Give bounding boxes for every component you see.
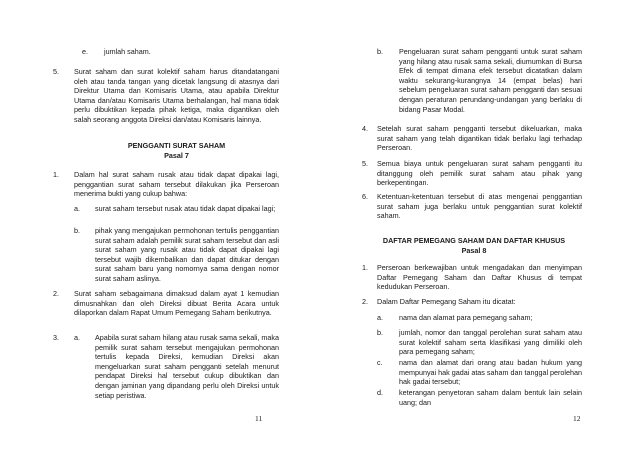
item-5-marker: 5. <box>53 67 59 76</box>
item-2-marker: 2. <box>362 297 368 306</box>
item-1b-text: pihak yang mengajukan permohonan tertulis penggantian surat saham adalah pemilik surat saham tersebut dan asli surat saham yang rusak atau tidak dapat dipakai lagi tersebut wajib dikembalikan dan dapat ditukar dengan surat saham baru yang nomornya sama dengan nomor surat saham aslinya. <box>95 226 279 283</box>
item-2d-text: keterangan penyetoran saham dalam bentuk lain selain uang; dan <box>399 388 582 407</box>
item-6-text: Ketentuan-ketentuan tersebut di atas mengenai penggantian surat saham juga berlaku untuk penggantian surat kolektif saham. <box>377 192 582 221</box>
item-1-text: Dalam hal surat saham rusak atau tidak dapat dipakai lagi, penggantian surat saham tersebut dilakukan jika Perseroan menerima bukti yang cukup bahwa: <box>74 170 279 199</box>
item-4-marker: 4. <box>362 124 368 133</box>
item-1a-marker: a. <box>74 204 80 213</box>
item-4-text: Setelah surat saham pengganti tersebut dikeluarkan, maka surat saham yang telah digantikan tidak berlaku lagi terhadap Perseroan. <box>377 124 582 153</box>
item-1-marker: 1. <box>53 170 59 179</box>
item-b-text: Pengeluaran surat saham pengganti untuk surat saham yang hilang atau rusak sama sekali, diumumkan di Bursa Efek di tempat dimana efek tersebut dicatatkan dalam waktu sekurang-kurangnya 14 (empat belas) hari sebelum pengeluaran surat saham pengganti dan sesuai dengan peraturan perundang-undangan yang berlaku di bidang Pasar Modal. <box>399 47 582 114</box>
item-2-marker: 2. <box>53 289 59 298</box>
item-2a-marker: a. <box>377 313 383 322</box>
section-heading-article: Pasal 7 <box>164 151 189 160</box>
item-1-marker: 1. <box>362 263 368 272</box>
page-number: 11 <box>255 414 263 423</box>
section-heading-title: DAFTAR PEMEGANG SAHAM DAN DAFTAR KHUSUS <box>382 236 566 245</box>
item-5-text: Surat saham dan surat kolektif saham harus ditandatangani oleh atau tanda tangan yang dicetak langsung di atasnya dari Direktur Utama dan Komisaris Utama, atau apabila Direktur Utama dan/atau Komisaris Utama berhalangan, hal mana tidak perlu dibuktikan kepada pihak ketiga, maka digantikan oleh salah seorang anggota Direksi dan/atau Komisaris lainnya. <box>74 67 279 124</box>
right-page <box>319 0 638 451</box>
item-2d-marker: d. <box>377 388 383 397</box>
item-1b-marker: b. <box>74 226 80 235</box>
item-2b-marker: b. <box>377 328 383 337</box>
item-2-text: Dalam Daftar Pemegang Saham itu dicatat: <box>377 297 516 306</box>
item-e-marker: e. <box>82 47 88 56</box>
section-heading-article: Pasal 8 <box>461 246 487 255</box>
item-1-text: Perseroan berkewajiban untuk mengadakan dan menyimpan Daftar Pemegang Saham dan Daftar Khusus di tempat kedudukan Perseroan. <box>377 263 582 292</box>
item-3a-text: Apabila surat saham hilang atau rusak sama sekali, maka pemilik surat saham tersebut mengajukan permohonan tertulis kepada Direksi, kemudian Direksi akan mengeluarkan surat saham pengganti setelah menurut pendapat Direksi hal tersebut cukup dibuktikan dan dengan jaminan yang dipandang perlu oleh Direksi untuk setiap peristiwa. <box>95 333 279 400</box>
item-3-marker: 3. <box>53 333 59 342</box>
item-2c-text: nama dan alamat dari orang atau badan hukum yang mempunyai hak gadai atas saham dan tanggal perolehan hak gadai tersebut; <box>399 358 583 387</box>
item-1a-text: surat saham tersebut rusak atau tidak dapat dipakai lagi; <box>95 204 276 213</box>
item-2a-text: nama dan alamat para pemegang saham; <box>399 313 533 322</box>
item-b-marker: b. <box>377 47 383 56</box>
item-2b-text: jumlah, nomor dan tanggal perolehan surat saham atau surat kolektif saham serta klasifikasi yang dimiliki oleh para pemegang saham; <box>399 328 582 357</box>
item-5-marker: 5. <box>362 159 368 168</box>
item-6-marker: 6. <box>362 192 368 201</box>
page-number: 12 <box>573 414 581 423</box>
item-2c-marker: c. <box>377 358 383 367</box>
item-3a-marker: a. <box>74 333 80 342</box>
section-heading-title: PENGGANTI SURAT SAHAM <box>127 141 226 150</box>
item-e-text: jumlah saham. <box>104 47 151 56</box>
item-5-text: Semua biaya untuk pengeluaran surat saham pengganti itu ditanggung oleh pemilik surat saham atau pihak yang berkepentingan. <box>377 159 582 188</box>
item-2-text: Surat saham sebagaimana dimaksud dalam ayat 1 kemudian dimusnahkan dan oleh Direksi dibuat Berita Acara untuk dilaporkan dalam Rapat Umum Pemegang Saham berikutnya. <box>74 289 279 318</box>
